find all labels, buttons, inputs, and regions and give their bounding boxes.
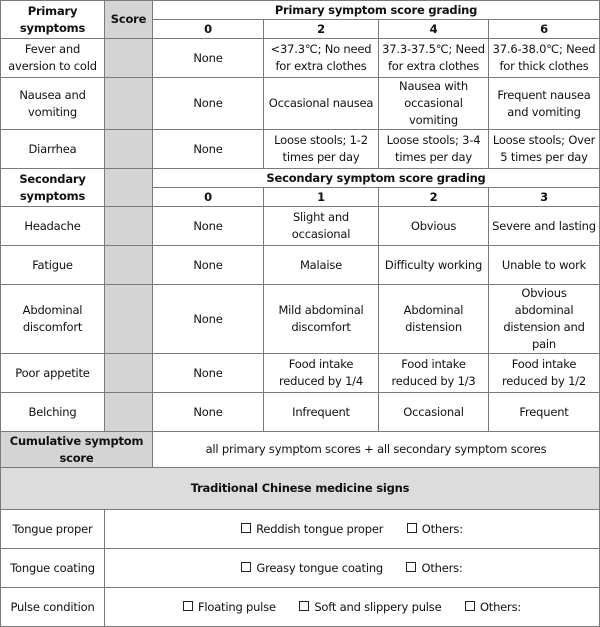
grade-cell: Food intake reduced by 1/4: [264, 354, 379, 393]
secondary-symptoms-header: Secondary symptoms: [1, 169, 105, 207]
tcm-title: Traditional Chinese medicine signs: [1, 468, 600, 510]
grade-cell: Mild abdominal discomfort: [264, 285, 379, 354]
secondary-level-1: 1: [264, 188, 379, 207]
tongue-proper-options: [105, 510, 600, 549]
grade-cell: Abdominal distension: [379, 285, 489, 354]
option-others[interactable]: Others:: [407, 521, 463, 538]
table-row: [1, 393, 600, 432]
score-header: Score: [105, 1, 153, 39]
grade-cell: Difficulty working: [379, 246, 489, 285]
secondary-level-0: 0: [153, 188, 264, 207]
score-cell: [105, 393, 153, 432]
grade-cell: Slight and occasional: [264, 207, 379, 246]
grade-cell: Infrequent: [264, 393, 379, 432]
symptom-name: Fever and aversion to cold: [1, 39, 105, 78]
grade-cell: Malaise: [264, 246, 379, 285]
grade-cell: None: [153, 39, 264, 78]
option-reddish-tongue[interactable]: Reddish tongue proper: [241, 521, 383, 538]
primary-level-6: 6: [489, 20, 600, 39]
grade-cell: Obvious abdominal distension and pain: [489, 285, 600, 354]
grade-cell: 37.6-38.0℃; Need for thick clothes: [489, 39, 600, 78]
tongue-coating-options: [105, 549, 600, 588]
grade-cell: Food intake reduced by 1/2: [489, 354, 600, 393]
grade-cell: Food intake reduced by 1/3: [379, 354, 489, 393]
symptom-name: Belching: [1, 393, 105, 432]
option-others[interactable]: Others:: [465, 599, 521, 616]
symptom-name: Abdominal discomfort: [1, 285, 105, 354]
score-cell: [105, 354, 153, 393]
score-cell: [105, 207, 153, 246]
tcm-row-pulse: [1, 588, 600, 627]
grade-cell: Loose stools; Over 5 times per day: [489, 130, 600, 169]
grade-cell: None: [153, 78, 264, 130]
tongue-proper-label: Tongue proper: [1, 510, 105, 549]
grade-cell: None: [153, 130, 264, 169]
primary-level-4: 4: [379, 20, 489, 39]
secondary-header-row: [1, 169, 600, 188]
tongue-coating-label: Tongue coating: [1, 549, 105, 588]
primary-grading-header: Primary symptom score grading: [153, 1, 600, 20]
table-row: [1, 285, 600, 354]
grade-cell: None: [153, 207, 264, 246]
secondary-grading-header: Secondary symptom score grading: [153, 169, 600, 188]
cumulative-label: Cumulative symptom score: [1, 432, 153, 468]
table-row: [1, 130, 600, 169]
score-cell: [105, 130, 153, 169]
table-row: [1, 39, 600, 78]
symptom-name: Nausea and vomiting: [1, 78, 105, 130]
grade-cell: Occasional: [379, 393, 489, 432]
option-soft-slippery-pulse[interactable]: Soft and slippery pulse: [299, 599, 441, 616]
tcm-row-tongue-proper: [1, 510, 600, 549]
checkbox[interactable]: [183, 601, 193, 611]
grade-cell: None: [153, 246, 264, 285]
pulse-label: Pulse condition: [1, 588, 105, 627]
checkbox[interactable]: [465, 601, 475, 611]
pulse-options: [105, 588, 600, 627]
primary-level-0: 0: [153, 20, 264, 39]
score-cell: [105, 78, 153, 130]
score-cell: [105, 39, 153, 78]
checkbox[interactable]: [241, 523, 251, 533]
grade-cell: Nausea with occasional vomiting: [379, 78, 489, 130]
secondary-level-2: 2: [379, 188, 489, 207]
cumulative-row: [1, 432, 600, 468]
checkbox[interactable]: [299, 601, 309, 611]
cumulative-formula: all primary symptom scores + all secondary symptom scores: [153, 432, 600, 468]
grade-cell: Frequent: [489, 393, 600, 432]
score-cell: [105, 246, 153, 285]
table-row: [1, 354, 600, 393]
checkbox[interactable]: [407, 523, 417, 533]
grade-cell: None: [153, 285, 264, 354]
tcm-title-row: [1, 468, 600, 510]
score-cell: [105, 169, 153, 207]
grade-cell: Obvious: [379, 207, 489, 246]
option-greasy-coating[interactable]: Greasy tongue coating: [241, 560, 383, 577]
table-row: [1, 78, 600, 130]
tcm-row-tongue-coating: [1, 549, 600, 588]
grade-cell: None: [153, 393, 264, 432]
grade-cell: Frequent nausea and vomiting: [489, 78, 600, 130]
grade-cell: Loose stools; 1-2 times per day: [264, 130, 379, 169]
grade-cell: 37.3-37.5℃; Need for extra clothes: [379, 39, 489, 78]
grade-cell: Unable to work: [489, 246, 600, 285]
symptom-name: Diarrhea: [1, 130, 105, 169]
symptom-name: Headache: [1, 207, 105, 246]
symptom-name: Fatigue: [1, 246, 105, 285]
grade-cell: Occasional nausea: [264, 78, 379, 130]
grade-cell: None: [153, 354, 264, 393]
primary-level-2: 2: [264, 20, 379, 39]
option-others[interactable]: Others:: [406, 560, 462, 577]
secondary-level-3: 3: [489, 188, 600, 207]
primary-header-row: [1, 1, 600, 20]
option-floating-pulse[interactable]: Floating pulse: [183, 599, 276, 616]
primary-symptoms-header: Primary symptoms: [1, 1, 105, 39]
checkbox[interactable]: [406, 562, 416, 572]
grade-cell: <37.3℃; No need for extra clothes: [264, 39, 379, 78]
checkbox[interactable]: [241, 562, 251, 572]
score-cell: [105, 285, 153, 354]
symptom-name: Poor appetite: [1, 354, 105, 393]
table-row: [1, 246, 600, 285]
grade-cell: Severe and lasting: [489, 207, 600, 246]
grade-cell: Loose stools; 3-4 times per day: [379, 130, 489, 169]
table-row: [1, 207, 600, 246]
